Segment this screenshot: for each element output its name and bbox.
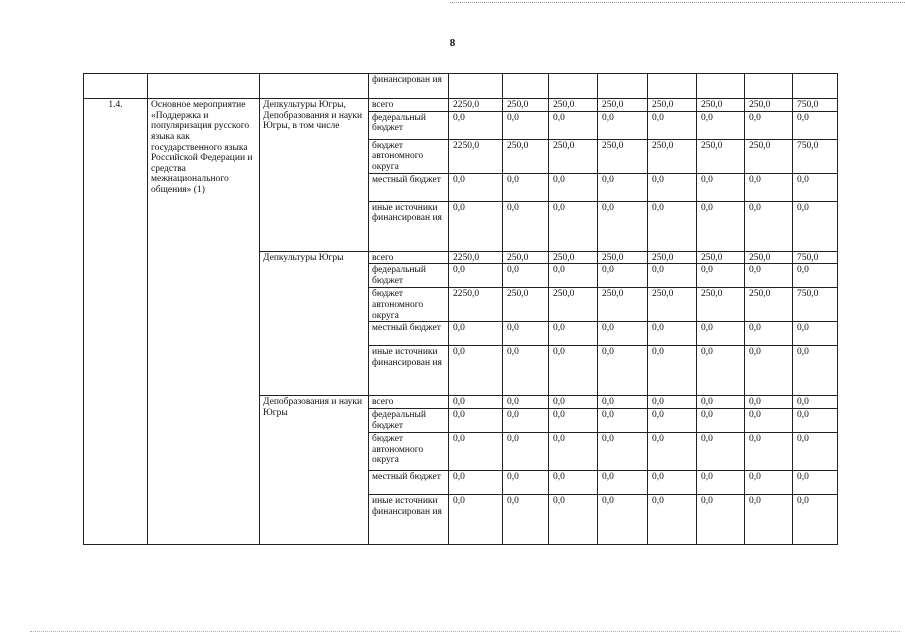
value-cell: 0,0 xyxy=(697,264,745,288)
value-cell: 0,0 xyxy=(745,322,793,346)
funding-source-cell: иные источники финансирован ия xyxy=(369,494,449,544)
value-cell: 250,0 xyxy=(503,139,549,173)
value-cell: 0,0 xyxy=(598,111,648,139)
value-cell: 0,0 xyxy=(449,173,503,201)
value-cell: 750,0 xyxy=(793,288,838,322)
funding-source-cell: федеральный бюджет xyxy=(369,111,449,139)
table-header-row xyxy=(84,74,838,99)
value-cell: 0,0 xyxy=(697,396,745,409)
value-cell: 0,0 xyxy=(648,494,697,544)
value-cell: 250,0 xyxy=(648,139,697,173)
value-cell: 0,0 xyxy=(503,322,549,346)
value-cell: 0,0 xyxy=(598,470,648,494)
value-cell: 0,0 xyxy=(503,470,549,494)
value-cell: 0,0 xyxy=(549,494,598,544)
header-cell-empty xyxy=(697,74,745,99)
executor-cell: Депкультуры Югры xyxy=(260,251,369,396)
value-cell: 250,0 xyxy=(549,251,598,264)
value-cell: 0,0 xyxy=(648,346,697,396)
value-cell: 0,0 xyxy=(449,408,503,432)
value-cell: 0,0 xyxy=(449,111,503,139)
value-cell: 0,0 xyxy=(745,396,793,409)
value-cell: 0,0 xyxy=(449,346,503,396)
table-row xyxy=(84,99,838,112)
value-cell: 0,0 xyxy=(449,396,503,409)
value-cell: 0,0 xyxy=(697,432,745,470)
value-cell: 0,0 xyxy=(697,201,745,251)
value-cell: 0,0 xyxy=(745,201,793,251)
value-cell: 250,0 xyxy=(697,288,745,322)
value-cell: 0,0 xyxy=(697,408,745,432)
value-cell: 0,0 xyxy=(503,432,549,470)
value-cell: 250,0 xyxy=(503,251,549,264)
value-cell: 250,0 xyxy=(745,139,793,173)
budget-table xyxy=(83,73,838,545)
value-cell: 0,0 xyxy=(793,494,838,544)
value-cell: 0,0 xyxy=(503,494,549,544)
value-cell: 250,0 xyxy=(549,288,598,322)
value-cell: 250,0 xyxy=(503,99,549,112)
value-cell: 0,0 xyxy=(549,346,598,396)
funding-source-cell: местный бюджет xyxy=(369,173,449,201)
value-cell: 0,0 xyxy=(745,173,793,201)
funding-source-cell: федеральный бюджет xyxy=(369,264,449,288)
value-cell: 0,0 xyxy=(549,470,598,494)
value-cell: 250,0 xyxy=(697,251,745,264)
funding-source-cell: иные источники финансирован ия xyxy=(369,201,449,251)
value-cell: 0,0 xyxy=(549,322,598,346)
value-cell: 0,0 xyxy=(793,408,838,432)
value-cell: 0,0 xyxy=(648,470,697,494)
header-cell-empty xyxy=(449,74,503,99)
value-cell: 0,0 xyxy=(793,470,838,494)
value-cell: 0,0 xyxy=(745,111,793,139)
value-cell: 2250,0 xyxy=(449,288,503,322)
value-cell: 0,0 xyxy=(503,111,549,139)
value-cell: 0,0 xyxy=(793,432,838,470)
value-cell: 0,0 xyxy=(697,111,745,139)
value-cell: 250,0 xyxy=(745,288,793,322)
value-cell: 0,0 xyxy=(549,173,598,201)
value-cell: 0,0 xyxy=(503,201,549,251)
value-cell: 0,0 xyxy=(503,173,549,201)
value-cell: 250,0 xyxy=(598,99,648,112)
value-cell: 250,0 xyxy=(745,251,793,264)
value-cell: 750,0 xyxy=(793,251,838,264)
value-cell: 0,0 xyxy=(648,173,697,201)
value-cell: 2250,0 xyxy=(449,251,503,264)
value-cell: 0,0 xyxy=(745,264,793,288)
value-cell: 0,0 xyxy=(648,432,697,470)
value-cell: 0,0 xyxy=(793,201,838,251)
value-cell: 750,0 xyxy=(793,139,838,173)
value-cell: 0,0 xyxy=(697,470,745,494)
value-cell: 250,0 xyxy=(598,251,648,264)
value-cell: 0,0 xyxy=(549,111,598,139)
value-cell: 0,0 xyxy=(598,322,648,346)
funding-source-cell: бюджет автономного округа xyxy=(369,432,449,470)
value-cell: 250,0 xyxy=(549,99,598,112)
value-cell: 2250,0 xyxy=(449,99,503,112)
header-cell-source: финансирован ия xyxy=(369,74,449,99)
scan-artifact-bottom xyxy=(30,631,900,634)
value-cell: 0,0 xyxy=(648,322,697,346)
value-cell: 0,0 xyxy=(598,408,648,432)
funding-source-cell: местный бюджет xyxy=(369,322,449,346)
value-cell: 0,0 xyxy=(503,396,549,409)
value-cell: 0,0 xyxy=(697,346,745,396)
value-cell: 250,0 xyxy=(648,288,697,322)
value-cell: 0,0 xyxy=(503,346,549,396)
measure-name: Основное мероприятие «Поддержка и популяризация русского языка как государственного языка Российской Федерации и средства межнационального общения» (1) xyxy=(148,99,260,545)
value-cell: 0,0 xyxy=(697,494,745,544)
value-cell: 250,0 xyxy=(745,99,793,112)
value-cell: 0,0 xyxy=(648,111,697,139)
header-cell-empty xyxy=(260,74,369,99)
value-cell: 0,0 xyxy=(648,408,697,432)
value-cell: 2250,0 xyxy=(449,139,503,173)
value-cell: 250,0 xyxy=(503,288,549,322)
value-cell: 0,0 xyxy=(648,264,697,288)
value-cell: 0,0 xyxy=(449,322,503,346)
value-cell: 0,0 xyxy=(697,322,745,346)
value-cell: 0,0 xyxy=(549,408,598,432)
value-cell: 250,0 xyxy=(598,288,648,322)
header-cell-empty xyxy=(598,74,648,99)
value-cell: 250,0 xyxy=(697,139,745,173)
funding-source-cell: всего xyxy=(369,251,449,264)
value-cell: 0,0 xyxy=(549,201,598,251)
value-cell: 0,0 xyxy=(449,432,503,470)
funding-source-cell: бюджет автономного округа xyxy=(369,288,449,322)
value-cell: 0,0 xyxy=(648,396,697,409)
funding-source-cell: бюджет автономного округа xyxy=(369,139,449,173)
value-cell: 250,0 xyxy=(697,99,745,112)
header-cell-empty xyxy=(148,74,260,99)
value-cell: 250,0 xyxy=(598,139,648,173)
value-cell: 0,0 xyxy=(745,470,793,494)
value-cell: 750,0 xyxy=(793,99,838,112)
value-cell: 0,0 xyxy=(745,494,793,544)
header-cell-empty xyxy=(84,74,148,99)
value-cell: 250,0 xyxy=(648,99,697,112)
value-cell: 0,0 xyxy=(598,346,648,396)
value-cell: 0,0 xyxy=(549,264,598,288)
value-cell: 0,0 xyxy=(793,346,838,396)
row-number: 1.4. xyxy=(84,99,148,545)
value-cell: 0,0 xyxy=(598,173,648,201)
funding-source-cell: иные источники финансирован ия xyxy=(369,346,449,396)
header-cell-empty xyxy=(648,74,697,99)
header-cell-empty xyxy=(503,74,549,99)
value-cell: 0,0 xyxy=(503,264,549,288)
value-cell: 0,0 xyxy=(598,264,648,288)
page-number: 8 xyxy=(449,37,456,49)
executor-cell: Депкультуры Югры, Депобразования и науки Югры, в том числе xyxy=(260,99,369,252)
value-cell: 0,0 xyxy=(449,264,503,288)
value-cell: 0,0 xyxy=(793,322,838,346)
value-cell: 0,0 xyxy=(449,494,503,544)
header-cell-empty xyxy=(745,74,793,99)
scan-artifact-top xyxy=(450,2,905,5)
value-cell: 0,0 xyxy=(598,396,648,409)
value-cell: 250,0 xyxy=(648,251,697,264)
value-cell: 0,0 xyxy=(598,432,648,470)
funding-source-cell: местный бюджет xyxy=(369,470,449,494)
header-cell-empty xyxy=(793,74,838,99)
value-cell: 0,0 xyxy=(793,264,838,288)
value-cell: 0,0 xyxy=(549,396,598,409)
value-cell: 0,0 xyxy=(697,173,745,201)
value-cell: 0,0 xyxy=(549,432,598,470)
funding-source-cell: всего xyxy=(369,99,449,112)
executor-cell: Депобразования и науки Югры xyxy=(260,396,369,545)
value-cell: 0,0 xyxy=(745,432,793,470)
value-cell: 0,0 xyxy=(793,173,838,201)
header-cell-empty xyxy=(549,74,598,99)
value-cell: 0,0 xyxy=(745,408,793,432)
value-cell: 250,0 xyxy=(549,139,598,173)
value-cell: 0,0 xyxy=(793,111,838,139)
value-cell: 0,0 xyxy=(793,396,838,409)
value-cell: 0,0 xyxy=(449,470,503,494)
value-cell: 0,0 xyxy=(648,201,697,251)
funding-source-cell: федеральный бюджет xyxy=(369,408,449,432)
value-cell: 0,0 xyxy=(598,494,648,544)
funding-source-cell: всего xyxy=(369,396,449,409)
value-cell: 0,0 xyxy=(598,201,648,251)
value-cell: 0,0 xyxy=(449,201,503,251)
value-cell: 0,0 xyxy=(745,346,793,396)
value-cell: 0,0 xyxy=(503,408,549,432)
